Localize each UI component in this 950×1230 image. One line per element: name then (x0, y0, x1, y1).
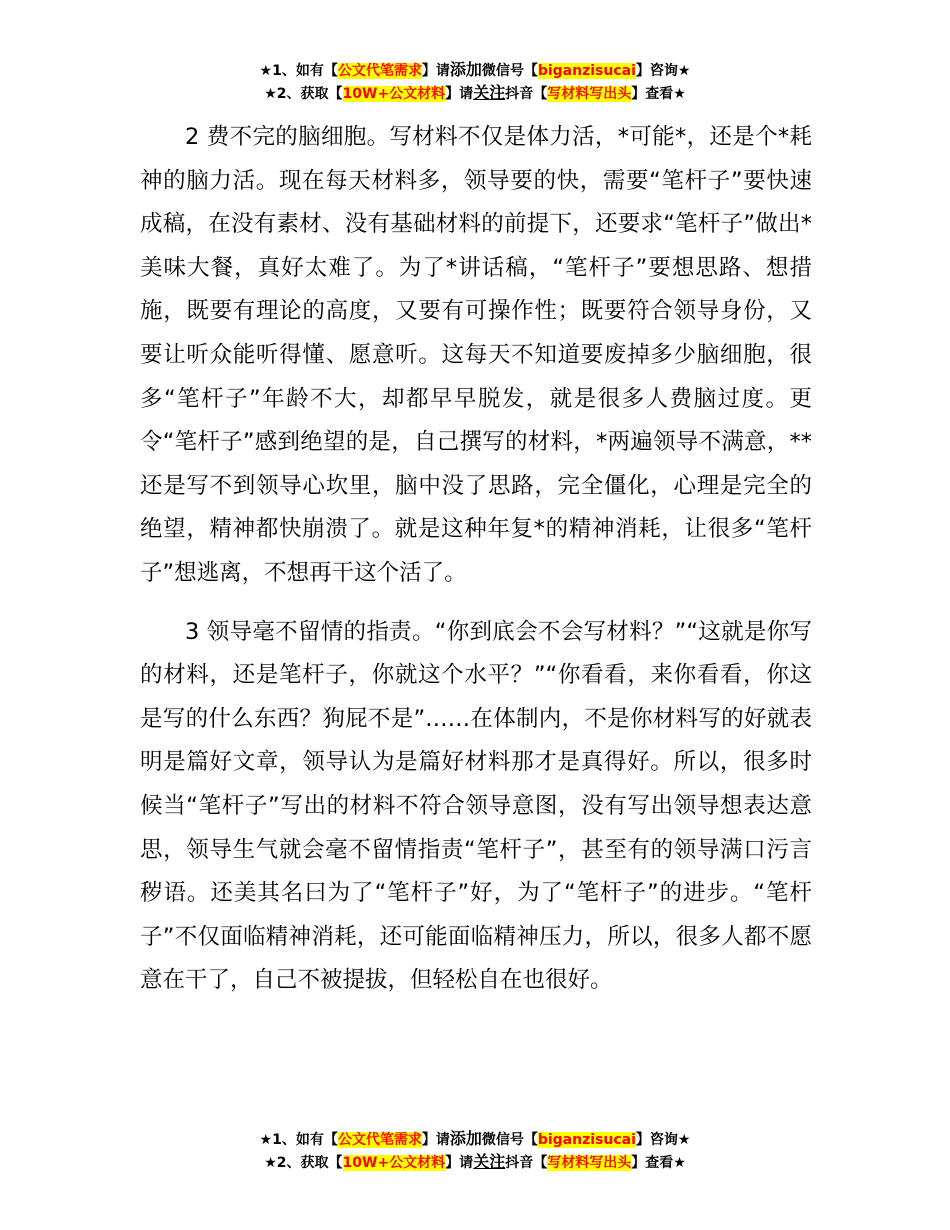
header-line-1-text: 】请 (421, 63, 450, 79)
footer-line-2-text-2: 抖音【 (505, 1155, 548, 1171)
header-line-1-emphasis: 添加 (449, 60, 482, 79)
document-body (140, 116, 812, 1018)
footer-line-2 (0, 1151, 950, 1174)
footer-line-2-emphasis: 关注 (473, 1152, 506, 1171)
footer-highlight-service: 公文代笔需求 (337, 1132, 422, 1148)
header-highlight-wechat-id: biganzisucai (537, 63, 636, 79)
header-highlight-materials: 10W+公文材料 (342, 86, 446, 102)
footer-line-1-text: 】请 (421, 1132, 450, 1148)
header-banner (0, 59, 950, 105)
footer-highlight-douyin: 写材料写出头 (547, 1155, 632, 1171)
header-line-2-text-2: 抖音【 (505, 86, 548, 102)
header-highlight-service: 公文代笔需求 (337, 63, 422, 79)
header-line-1-text-2: 微信号【 (481, 63, 538, 79)
header-highlight-douyin: 写材料写出头 (547, 86, 632, 102)
header-line-2-text: 】请 (445, 86, 474, 102)
footer-line-2-suffix: 】查看★ (631, 1155, 686, 1171)
footer-line-2-prefix: ★2、获取【 (264, 1155, 343, 1171)
header-line-2-prefix: ★2、获取【 (264, 86, 343, 102)
paragraph: 3 领导毫不留情的指责。“你到底会不会写材料？”“这就是你写的材料，还是笔杆子，你就这个水平？”“你看看，来你看看，你这是写的什么东西？狗屁不是”……在体制内，不是你材料写的好就表明是篇好文章，领导认为是篇好材料那才是真得好。所以，很多时候当“笔杆子”写出的材料不符合领导意图，没有写出领导想表达意思，领导生气就会毫不留情指责“笔杆子”，甚至有的领导满口污言秽语。还美其名曰为了“笔杆子”好，为了“笔杆子”的进步。“笔杆子”不仅面临精神消耗，还可能面临精神压力，所以，很多人都不愿意在干了，自己不被提拔，但轻松自在也很好。 (140, 618, 812, 994)
header-line-2-emphasis: 关注 (473, 83, 506, 102)
footer-line-2-text: 】请 (445, 1155, 474, 1171)
footer-line-1-prefix: ★1、如有【 (259, 1132, 338, 1148)
header-line-2 (0, 82, 950, 105)
header-line-2-suffix: 】查看★ (631, 86, 686, 102)
paragraph: 2 费不完的脑细胞。写材料不仅是体力活，*可能*，还是个*耗神的脑力活。现在每天材料多，领导要的快，需要“笔杆子”要快速成稿，在没有素材、没有基础材料的前提下，还要求“笔杆子”做出*美味大餐，真好太难了。为了*讲话稿，“笔杆子”要想思路、想措施，既要有理论的高度，又要有可操作性；既要符合领导身份，又要让听众能听得懂、愿意听。这每天不知道要废掉多少脑细胞，很多“笔杆子”年龄不大，却都早早脱发，就是很多人费脑过度。更令“笔杆子”感到绝望的是，自己撰写的材料，*两遍领导不满意，**还是写不到领导心坎里，脑中没了思路，完全僵化，心理是完全的绝望，精神都快崩溃了。就是这种年复*的精神消耗，让很多“笔杆子”想逃离，不想再干这个活了。 (140, 124, 812, 586)
footer-highlight-materials: 10W+公文材料 (342, 1155, 446, 1171)
footer-line-1-text-2: 微信号【 (481, 1132, 538, 1148)
header-line-1-prefix: ★1、如有【 (259, 63, 338, 79)
footer-line-1-emphasis: 添加 (449, 1129, 482, 1148)
footer-line-1 (0, 1128, 950, 1151)
header-line-1-suffix: 】咨询★ (635, 63, 691, 79)
header-line-1 (0, 59, 950, 82)
footer-highlight-wechat-id: biganzisucai (537, 1132, 636, 1148)
footer-line-1-suffix: 】咨询★ (635, 1132, 691, 1148)
footer-banner (0, 1128, 950, 1174)
